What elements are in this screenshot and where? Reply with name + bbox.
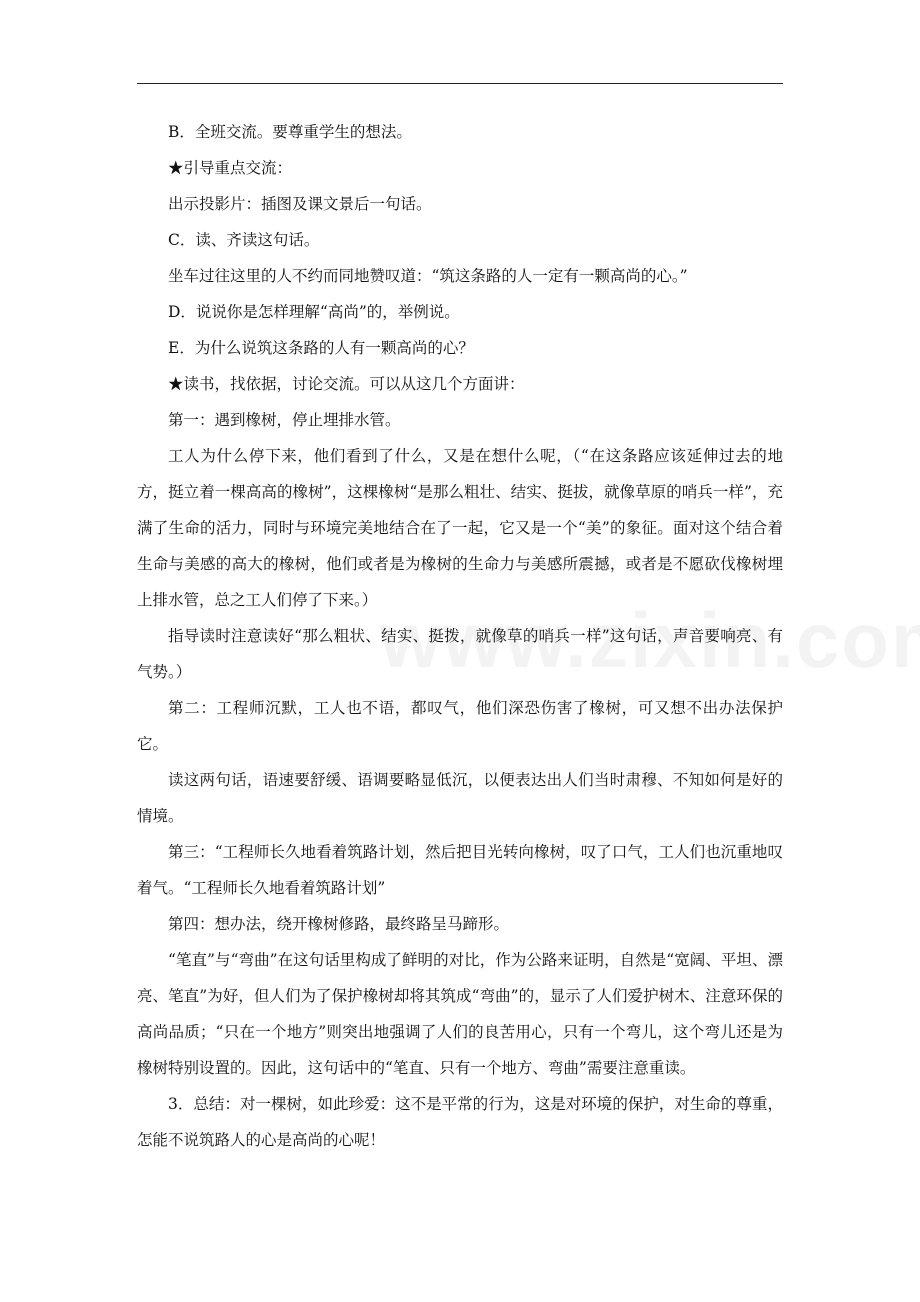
paragraph: D．说说你是怎样理解“高尚”的，举例说。 [168, 303, 460, 321]
paragraph: ★读书，找依据，讨论交流。可以从这几个方面讲： [168, 375, 525, 393]
paragraph: 出示投影片：插图及课文景后一句话。 [168, 195, 432, 213]
paragraph: 工人为什么停下来，他们看到了什么，又是在想什么呢，（“在这条路应该延伸过去的地方，挺立着一棵高高的橡树”，这棵橡树“是那么粗壮、结实、挺拔，就像草原的哨兵一样”，充满了生命的活力，同时与环境完美地结合在了一起，它又是一个“美”的象征。面对这个结合着生命与美感的高大的橡树，他们或者是为橡树的生命力与美感所震撼，或者是不愿砍伐橡树埋上排水管，总之工人们停了下来。） [137, 447, 783, 609]
document-body [137, 114, 783, 1158]
paragraph: 指导读时注意读好“那么粗状、结实、挺拨，就像草的哨兵一样”这句话，声音要响亮、有气势。） [137, 627, 783, 681]
paragraph: 第一：遇到橡树，停止埋排水管。 [168, 411, 401, 429]
paragraph: 读这两句话，语速要舒缓、语调要略显低沉，以便表达出人们当时肃穆、不知如何是好的情境。 [137, 771, 783, 825]
paragraph: 第二：工程师沉默，工人也不语，都叹气，他们深恐伤害了橡树，可又想不出办法保护它。 [137, 699, 783, 753]
paragraph: C．读、齐读这句话。 [168, 231, 320, 249]
paragraph: B．全班交流。要尊重学生的想法。 [168, 123, 412, 141]
paragraph: 坐车过往这里的人不约而同地赞叹道：“筑这条路的人一定有一颗高尚的心。” [168, 267, 688, 285]
header-rule [137, 83, 783, 84]
paragraph: “笔直”与“弯曲”在这句话里构成了鲜明的对比，作为公路来证明，自然是“宽阔、平坦、漂亮、笔直”为好，但人们为了保护橡树却将其筑成“弯曲”的，显示了人们爱护树木、注意环保的高尚品质；“只在一个地方”则突出地强调了人们的良苦用心，只有一个弯儿，这个弯儿还是为橡树特别设置的。因此，这句话中的“笔直、只有一个地方、弯曲”需要注意重读。 [137, 951, 783, 1077]
paragraph: 第三：“工程师长久地看着筑路计划，然后把目光转向橡树，叹了口气，工人们也沉重地叹着气。“工程师长久地看着筑路计划” [137, 843, 783, 897]
paragraph: E．为什么说筑这条路的人有一颗高尚的心？ [168, 339, 474, 357]
paragraph: 3．总结：对一棵树，如此珍爱：这不是平常的行为，这是对环境的保护，对生命的尊重，怎能不说筑路人的心是高尚的心呢！ [137, 1095, 783, 1149]
paragraph: 第四：想办法，绕开橡树修路，最终路呈马蹄形。 [168, 915, 510, 933]
paragraph: ★引导重点交流： [168, 159, 293, 177]
